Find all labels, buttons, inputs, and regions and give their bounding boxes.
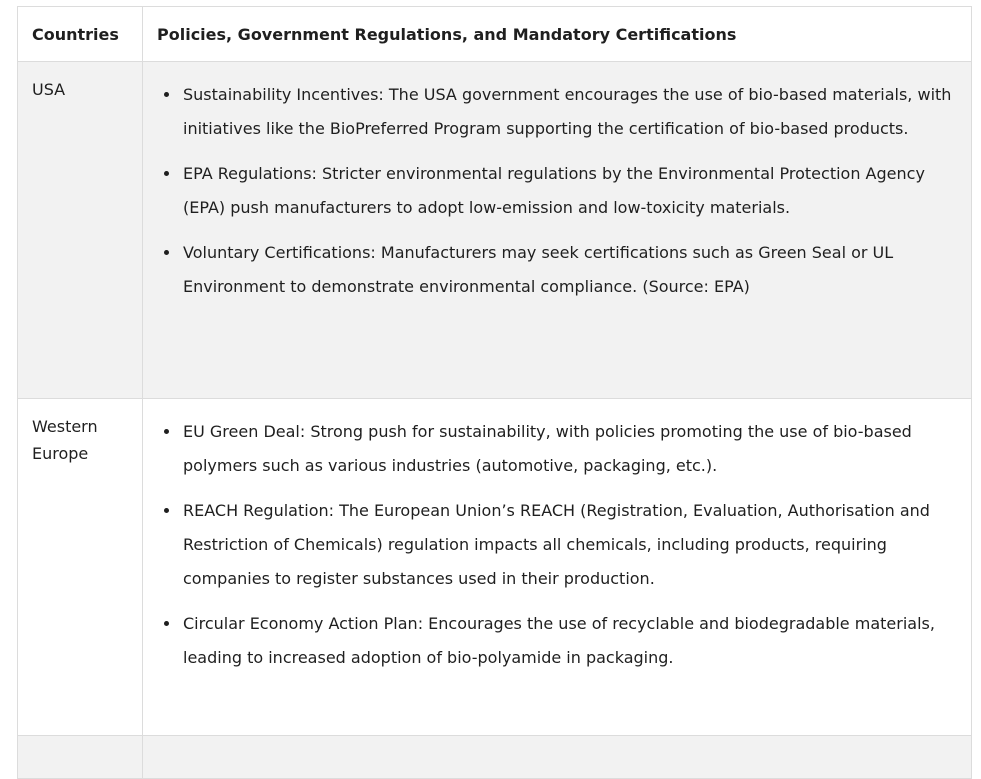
policy-item: • EPA Regulations: Stricter environmental regulations by the Environmental Protection Agency (EPA) push manufacturers to adopt low-emission and low-toxicity materials. xyxy=(181,157,957,225)
policy-item: • REACH Regulation: The European Union’s REACH (Registration, Evaluation, Authorisation and Restriction of Chemicals) regulation impacts all chemicals, including products, requiring companies to register substances used in their production. xyxy=(181,494,957,596)
policies-cell-empty xyxy=(143,736,972,779)
country-cell: Western Europe xyxy=(18,399,143,736)
table-row-usa xyxy=(18,62,972,399)
policy-item: • Voluntary Certifications: Manufacturers may seek certifications such as Green Seal or UL Environment to demonstrate environmental compliance. (Source: EPA) xyxy=(181,236,957,304)
header-policies: Policies, Government Regulations, and Mandatory Certifications xyxy=(143,7,972,62)
country-cell-empty xyxy=(18,736,143,779)
policy-item: • Sustainability Incentives: The USA government encourages the use of bio-based materials, with initiatives like the BioPreferred Program supporting the certification of bio-based products. xyxy=(181,78,957,146)
header-countries: Countries xyxy=(18,7,143,62)
policy-item: • Circular Economy Action Plan: Encourages the use of recyclable and biodegradable materials, leading to increased adoption of bio-polyamide in packaging. xyxy=(181,607,957,675)
policies-cell xyxy=(143,399,972,736)
country-cell: USA xyxy=(18,62,143,399)
policies-table-container xyxy=(17,6,971,779)
policy-item: • EU Green Deal: Strong push for sustainability, with policies promoting the use of bio-based polymers such as various industries (automotive, packaging, etc.). xyxy=(181,415,957,483)
policy-list xyxy=(155,78,957,304)
table-header-row xyxy=(18,7,972,62)
table-row-partial xyxy=(18,736,972,779)
policy-list xyxy=(155,415,957,675)
policies-cell xyxy=(143,62,972,399)
policies-table xyxy=(17,6,972,779)
table-row-western-europe xyxy=(18,399,972,736)
